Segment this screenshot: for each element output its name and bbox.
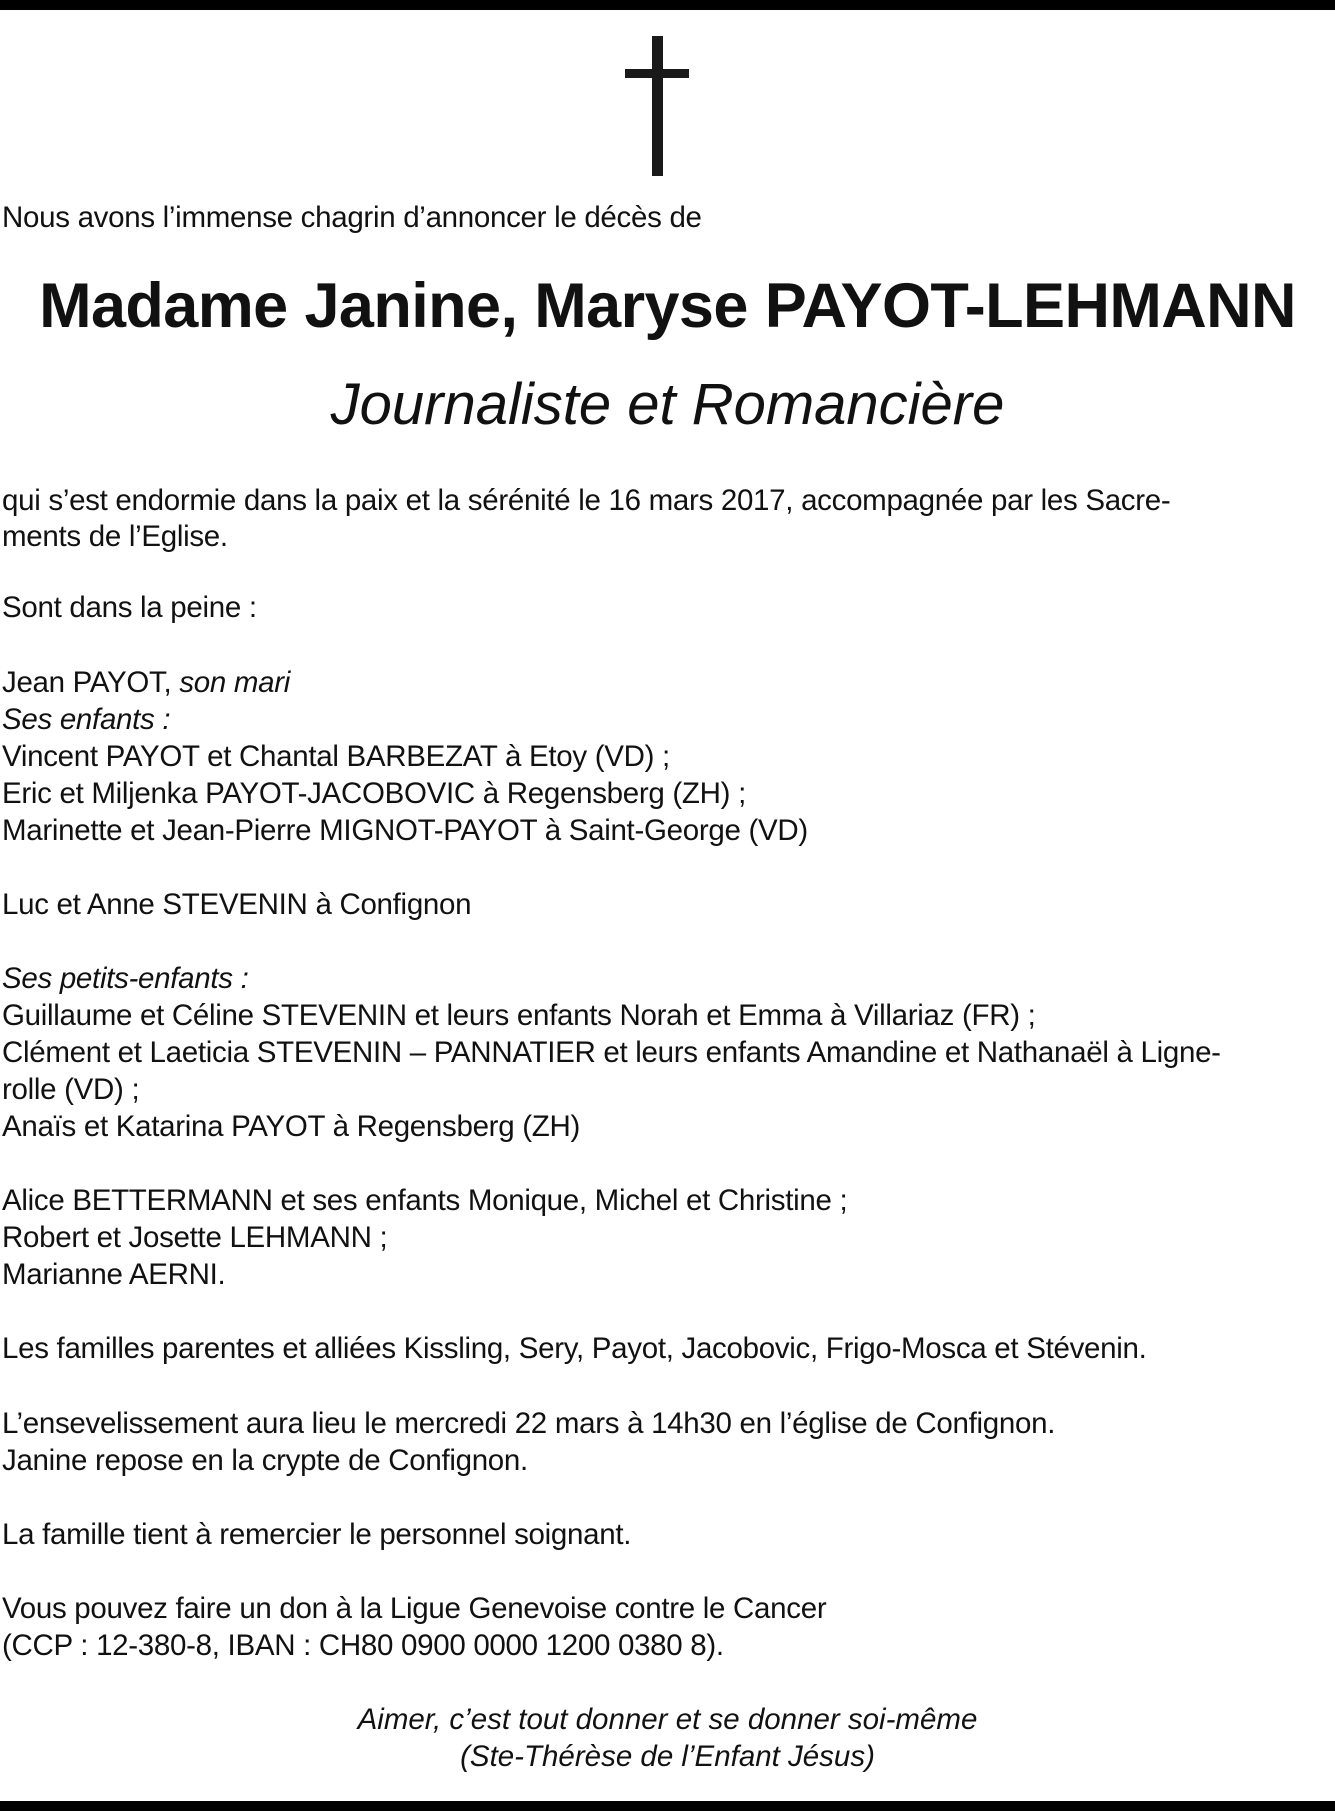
grandchildren-heading: Ses petits-enfants : (2, 962, 249, 995)
grandchild-entry: rolle (VD) ; (2, 1073, 140, 1106)
funeral-line-2: Janine repose en la crypte de Confignon. (2, 1444, 528, 1477)
other-family-entry: Luc et Anne STEVENIN à Confignon (2, 888, 472, 921)
grandchild-entry: Anaïs et Katarina PAYOT à Regensberg (ZH) (2, 1110, 580, 1143)
children-heading: Ses enfants : (2, 703, 171, 736)
deceased-profession: Journaliste et Romancière (330, 372, 1005, 437)
husband-name: Jean PAYOT, (2, 666, 180, 699)
announcement-line-2: ments de l’Eglise. (2, 520, 228, 553)
husband-entry (2, 664, 290, 701)
top-border-rule (0, 0, 1335, 10)
grandchild-entry: Clément et Laeticia STEVENIN – PANNATIER et leurs enfants Amandine et Nathanaël à Ligne- (2, 1036, 1221, 1069)
closing-quote: Aimer, c’est tout donner et se donner soi-même (357, 1703, 978, 1736)
donation-line-2: (CCP : 12-380-8, IBAN : CH80 0900 0000 1200 0380 8). (2, 1629, 724, 1662)
quote-source: (Ste-Thérèse de l’Enfant Jésus) (460, 1740, 875, 1773)
husband-role: son mari (179, 666, 291, 699)
mourners-heading: Sont dans la peine : (2, 591, 257, 624)
relative-entry: Alice BETTERMANN et ses enfants Monique, Michel et Christine ; (2, 1184, 848, 1217)
thanks-line: La famille tient à remercier le personnel soignant. (2, 1518, 632, 1551)
families-line: Les familles parentes et alliées Kissling, Sery, Payot, Jacobovic, Frigo-Mosca et Stévenin. (2, 1332, 1147, 1365)
child-entry: Eric et Miljenka PAYOT-JACOBOVIC à Regensberg (ZH) ; (2, 777, 746, 810)
deceased-name: Madame Janine, Maryse PAYOT-LEHMANN (39, 271, 1296, 341)
child-entry: Vincent PAYOT et Chantal BARBEZAT à Etoy (VD) ; (2, 740, 670, 773)
cross-icon (625, 36, 689, 176)
child-entry: Marinette et Jean-Pierre MIGNOT-PAYOT à Saint-George (VD) (2, 814, 808, 847)
donation-line-1: Vous pouvez faire un don à la Ligue Genevoise contre le Cancer (2, 1592, 827, 1625)
intro-text: Nous avons l’immense chagrin d’annoncer le décès de (2, 201, 702, 234)
funeral-line-1: L’ensevelissement aura lieu le mercredi 22 mars à 14h30 en l’église de Confignon. (2, 1407, 1056, 1440)
bottom-border-rule (0, 1801, 1335, 1811)
grandchild-entry: Guillaume et Céline STEVENIN et leurs enfants Norah et Emma à Villariaz (FR) ; (2, 999, 1036, 1032)
relative-entry: Robert et Josette LEHMANN ; (2, 1221, 388, 1254)
relative-entry: Marianne AERNI. (2, 1258, 226, 1291)
announcement-line-1: qui s’est endormie dans la paix et la sérénité le 16 mars 2017, accompagnée par les Sacre- (2, 484, 1171, 517)
